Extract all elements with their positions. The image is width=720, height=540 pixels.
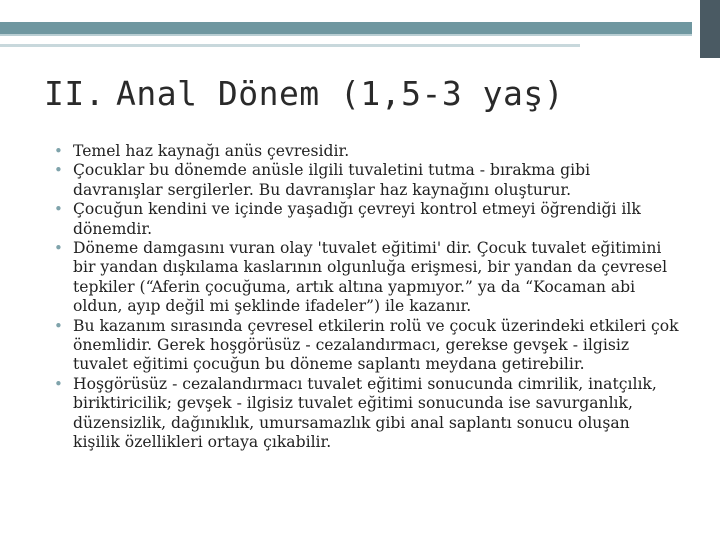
bullet-text: Çocuğun kendini ve içinde yaşadığı çevreyi kontrol etmeyi öğrendiği ilk dönemdir. [73, 200, 641, 238]
bullet-dot-icon: • [54, 316, 63, 335]
bullet-text: Bu kazanım sırasında çevresel etkilerin rolü ve çocuk üzerindeki etkileri çok önemlidir. Gerek hoşgörüsüz - cezalandırmacı, gerekse gevşek - ilgisiz tuvalet eğitimi çocuğun bu döneme saplantı meydana getirebilir. [73, 316, 679, 374]
accent-bar-highlight [0, 34, 692, 36]
bullet-text: Hoşgörüsüz - cezalandırmacı tuvalet eğitimi sonucunda cimrilik, inatçılık, biriktiricilik; gevşek - ilgisiz tuvalet eğitimi sonucunda ise savurganlık, düzensizlik, dağınıklık, umursamazlık gibi anal saplantı sonucu oluşan kişilik özellikleri ortaya çıkabilir. [73, 374, 657, 452]
bullet-item [52, 317, 680, 375]
bullet-dot-icon: • [54, 161, 63, 180]
bullet-text: Temel haz kaynağı anüs çevresidir. [73, 142, 350, 160]
bullet-item [52, 142, 680, 161]
bullet-dot-icon: • [54, 142, 63, 160]
bullet-item [52, 200, 680, 239]
slide-title-number: II. [44, 74, 106, 113]
slide-title-text: Anal Dönem (1,5-3 yaş) [116, 74, 565, 113]
bullet-list [52, 142, 680, 453]
bullet-item [52, 161, 680, 200]
bullet-text: Döneme damgasını vuran olay 'tuvalet eğitimi' dir. Çocuk tuvalet eğitimini bir yandan dışkılama kaslarının olgunluğa erişmesi, bir yandan da çevresel tepkiler (“Aferin çocuğuma, artık altına yapmıyor.” ya da “Kocaman abi oldun, ayıp değil mi şeklinde ifadeler”) ile kazanır. [73, 239, 668, 316]
bullet-text: Çocuklar bu dönemde anüsle ilgili tuvaletini tutma - bırakma gibi davranışlar sergilerler. Bu davranışlar haz kaynağını oluşturur. [73, 161, 591, 199]
bullet-dot-icon: • [54, 374, 63, 393]
accent-bar [0, 22, 692, 34]
slide-title [44, 74, 564, 113]
corner-accent-block [700, 0, 720, 58]
bullet-dot-icon: • [54, 239, 63, 258]
bullet-item [52, 375, 680, 453]
bullet-item [52, 239, 680, 317]
header-underline [0, 44, 580, 47]
bullet-dot-icon: • [54, 200, 63, 219]
